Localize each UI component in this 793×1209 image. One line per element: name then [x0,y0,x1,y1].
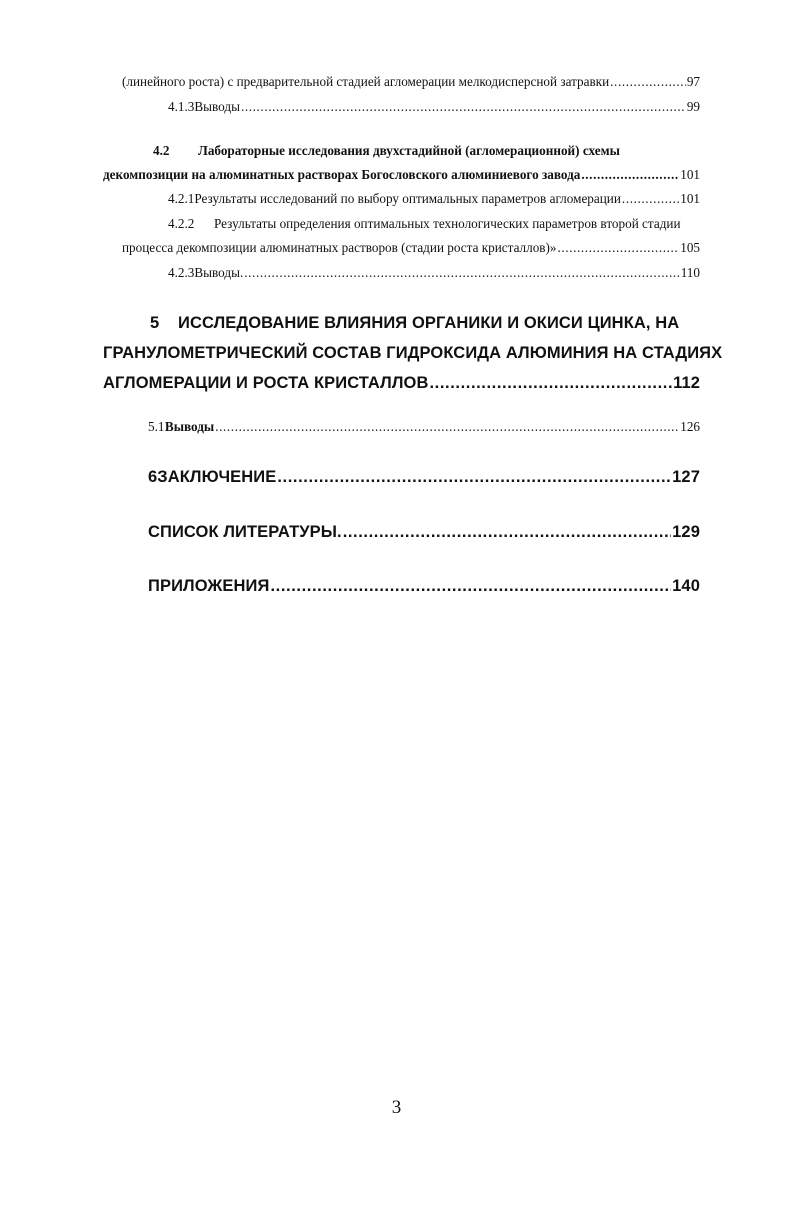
toc-entry-title: Результаты исследований по выбору оптимальных параметров агломерации [194,191,621,206]
toc-leader-dots [270,577,671,596]
toc-leader-dots [581,167,679,183]
toc-entry-4-2-line2[interactable] [103,167,700,183]
toc-entry-number: 4.2 [153,143,170,158]
toc-leader-dots [429,374,672,393]
toc-entry-number: 4.1.3 [168,99,195,114]
toc-entry-chapter-5-line2[interactable] [103,344,722,363]
toc-entry-number: 4.2.3 [168,265,195,280]
toc-leader-dots [610,74,686,90]
toc-leader-dots [277,468,671,487]
toc-entry-title-continued: ГРАНУЛОМЕТРИЧЕСКИЙ СОСТАВ ГИДРОКСИДА АЛЮМИНИЯ НА СТАДИЯХ [103,344,723,362]
toc-entry-chapter-5-line3[interactable] [103,374,700,393]
toc-entry-page: 99 [686,99,700,114]
page-number: 3 [391,1097,402,1118]
toc-entry-page: 127 [672,468,700,486]
toc-entry-title: Лабораторные исследования двухстадийной (агломерационной) схемы [198,143,620,158]
toc-entry-page: 101 [680,167,700,182]
toc-entry-title: (линейного роста) с предварительной стадией агломерации мелкодисперсной затравки [122,74,610,89]
toc-entry-page: 129 [672,523,700,541]
toc-entry-4-2-1[interactable] [168,191,700,207]
toc-leader-dots [343,523,671,542]
toc-entry-page: 112 [673,374,700,392]
toc-entry-references[interactable] [148,523,700,542]
toc-leader-dots [558,240,680,256]
toc-entry-number: 4.2.1 [168,191,195,206]
toc-entry-number: 6 [148,468,158,486]
toc-entry-page: 140 [672,577,700,595]
toc-entry-4-2-3[interactable] [168,265,700,281]
toc-entry-4-2-line1[interactable] [153,143,620,159]
toc-entry-title: ПРИЛОЖЕНИЯ [148,577,270,595]
toc-leader-dots [622,191,679,207]
toc-entry-page: 97 [686,74,700,89]
toc-entry-4-1-3[interactable] [168,99,700,115]
toc-entry-page: 110 [680,265,700,280]
toc-entry-number: 4.2.2 [168,216,195,231]
toc-entry-page: 126 [680,419,700,434]
toc-entry-agglomeration-continued[interactable] [122,74,700,90]
toc-entry-title-continued: процесса декомпозиции алюминатных растворов (стадии роста кристаллов)» [122,240,557,255]
toc-entry-4-2-2-line2[interactable] [122,240,700,256]
toc-entry-title: Результаты определения оптимальных технологических параметров второй стадии [214,216,681,231]
toc-entry-5-1[interactable] [148,419,700,435]
toc-entry-chapter-6[interactable] [148,468,700,487]
toc-entry-appendices[interactable] [148,577,700,596]
toc-entry-title: Выводы. [194,265,244,280]
toc-entry-page: 105 [680,240,700,255]
toc-entry-title-continued: декомпозиции на алюминатных растворах Богословского алюминиевого завода [103,167,581,182]
toc-entry-title: СПИСОК ЛИТЕРАТУРЫ. [148,523,342,541]
toc-entry-title: Выводы [194,99,240,114]
toc-entry-4-2-2-line1[interactable] [168,216,681,232]
toc-entry-page: 101 [680,191,700,206]
toc-entry-chapter-5-line1[interactable] [150,314,679,333]
toc-entry-title: ЗАКЛЮЧЕНИЕ [157,468,277,486]
toc-entry-title: Выводы [164,419,215,434]
toc-entry-title-continued: АГЛОМЕРАЦИИ И РОСТА КРИСТАЛЛОВ [103,374,429,392]
toc-leader-dots [241,99,686,115]
toc-entry-number: 5.1 [148,419,165,434]
toc-leader-dots [215,419,679,435]
toc-entry-number: 5 [150,314,160,332]
toc-entry-title: ИССЛЕДОВАНИЕ ВЛИЯНИЯ ОРГАНИКИ И ОКИСИ ЦИНКА, НА [178,314,680,332]
toc-leader-dots [244,265,679,281]
